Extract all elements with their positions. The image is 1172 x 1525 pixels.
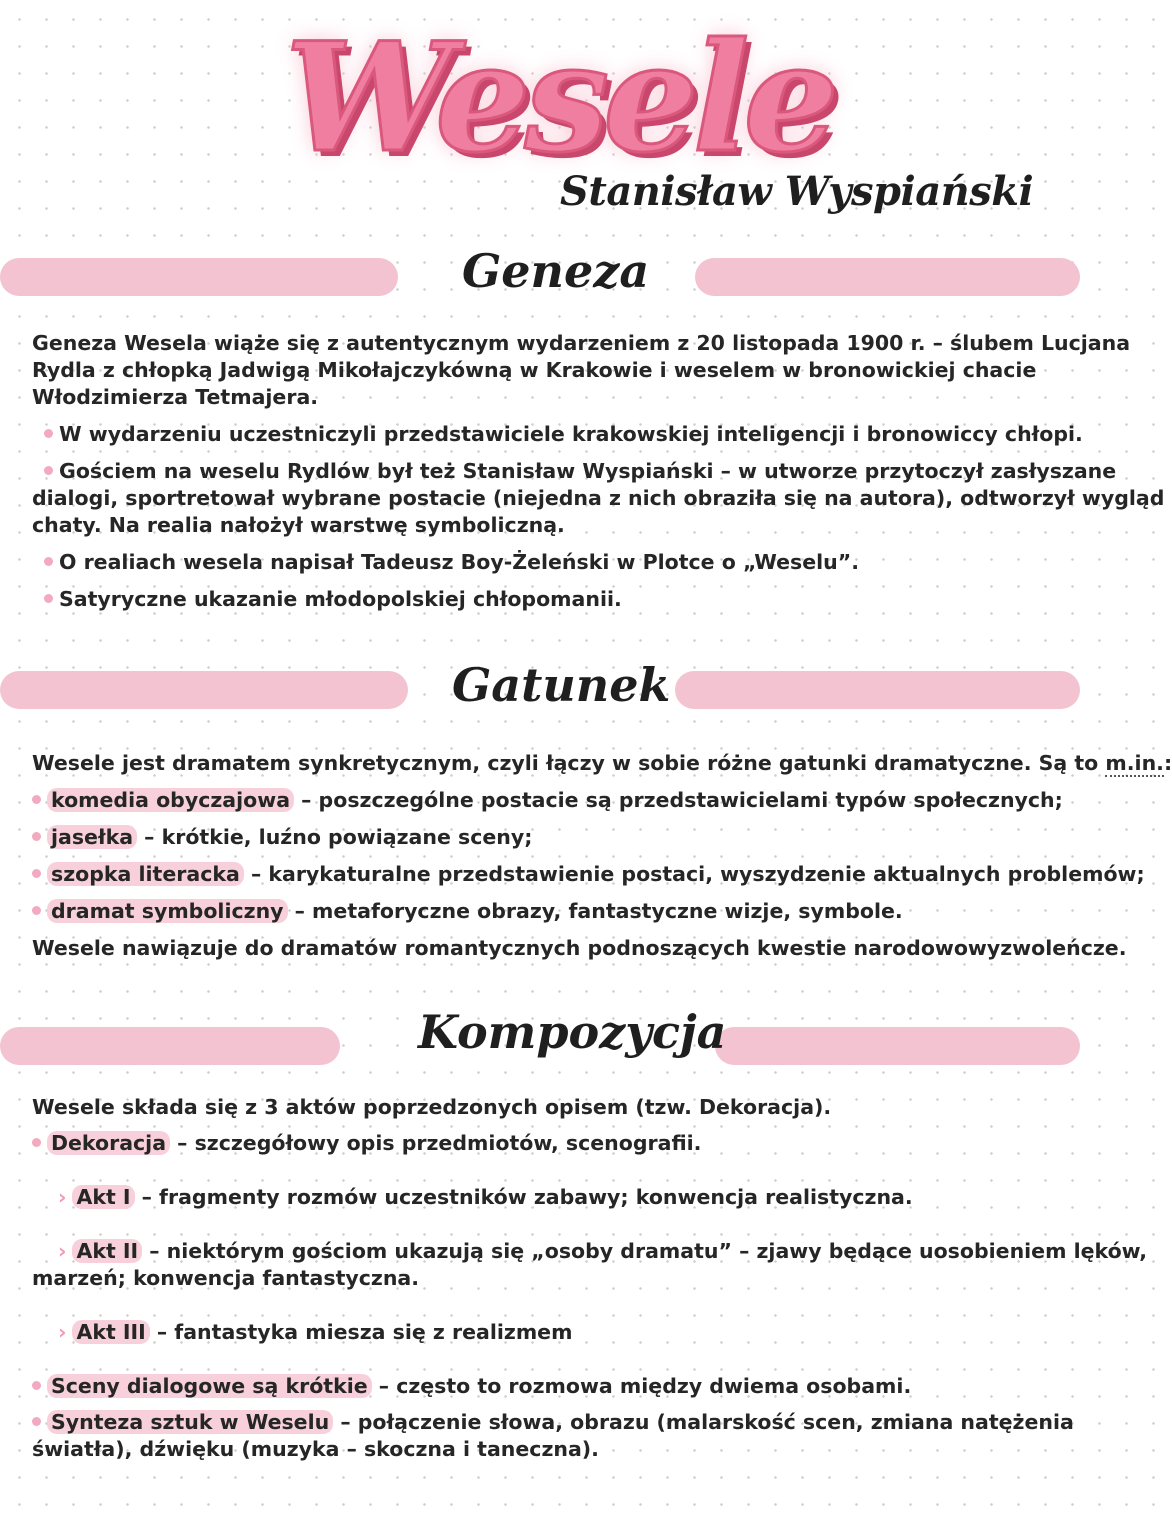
geneza-bullet-cont: chaty. Na realia nałożył warstwę symboliczną. [32,513,565,537]
bullet-dot [32,795,41,804]
geneza-bullet [32,458,1117,485]
geneza-para-line: Włodzimierza Tetmajera. [32,385,319,409]
gatunek-intro-abbr: m.in. [1105,751,1164,775]
geneza-bullet-cont: dialogi, sportretował wybrane postacie (niejedna z nich obraziła się na autora), odtworzył wygląd [32,486,1165,510]
geneza-bullet [32,421,1083,448]
bullet-dot [44,594,53,603]
bullet-dot [44,557,53,566]
chevron-right-icon: › [58,1239,67,1263]
akt-item [32,1184,1062,1211]
gatunek-term: komedia obyczajowa [47,788,294,812]
section-heading-gatunek: Gatunek [452,658,671,712]
kompozycja-desc: – połączenie słowa, obrazu (malarskość scen, zmiana natężenia [333,1410,1074,1434]
akt-desc: – fantastyka miesza się z realizmem [149,1320,573,1344]
kompozycja-desc: – często to rozmowa między dwiema osobami. [371,1374,912,1398]
section-bar-left [0,258,398,296]
gatunek-term: dramat symboliczny [47,899,288,923]
kompozycja-desc-cont: światła), dźwięku (muzyka – skoczna i taneczna). [32,1437,599,1461]
akt-desc-cont: marzeń; konwencja fantastyczna. [32,1266,420,1290]
gatunek-intro-text: Wesele jest dramatem synkretycznym, czyli łączy w sobie różne gatunki dramatyczne. Są to [32,751,1099,775]
bullet-dot [32,869,41,878]
geneza-bullet-text: Gościem na weselu Rydlów był też Stanisław Wyspiański – w utworze przytoczył zasłyszane [59,459,1117,483]
page-title: Wesele [285,10,833,186]
akt-term: Akt III [72,1320,149,1344]
kompozycja-item [32,1130,1062,1157]
section-bar-left [0,1027,340,1065]
gatunek-content [32,750,1172,962]
akt-desc: – niektórym gościom ukazują się „osoby dramatu” – zjawy będące uosobieniem lęków, [142,1239,1148,1263]
section-bar-right [695,258,1080,296]
section-heading-geneza: Geneza [462,244,650,298]
section-heading-kompozycja: Kompozycja [418,1005,727,1059]
geneza-para-line: Geneza Wesela wiąże się z autentycznym wydarzeniem z 20 listopada 1900 r. – ślubem Lucjana [32,331,1131,355]
geneza-bullet-text: O realiach wesela napisał Tadeusz Boy-Żeleński w Plotce o „Weselu”. [59,550,860,574]
bullet-dot [32,832,41,841]
gatunek-item [32,824,1062,851]
kompozycja-item [32,1373,1062,1400]
geneza-para-line: Rydla z chłopką Jadwigą Mikołajczykówną w Krakowie i weselem w bronowickiej chacie [32,358,1037,382]
bullet-dot [44,466,53,475]
geneza-bullet-text: Satyryczne ukazanie młodopolskiej chłopomanii. [59,587,622,611]
akt-desc: – fragmenty rozmów uczestników zabawy; konwencja realistyczna. [134,1185,913,1209]
section-bar-right [675,671,1080,709]
chevron-right-icon: › [58,1185,67,1209]
bullet-dot [32,906,41,915]
gatunek-intro-end: : [1163,751,1172,775]
akt-item [32,1319,1062,1346]
chevron-right-icon: › [58,1320,67,1344]
bullet-dot [44,429,53,438]
kompozycja-term: Dekoracja [47,1131,170,1155]
gatunek-term: szopka literacka [47,862,244,886]
geneza-bullet-text: W wydarzeniu uczestniczyli przedstawiciele krakowskiej inteligencji i bronowiccy chłopi. [59,422,1083,446]
section-bar-right [715,1027,1080,1065]
bullet-dot [32,1138,41,1147]
kompozycja-item [32,1409,1074,1436]
gatunek-item [32,787,1062,814]
gatunek-item [32,898,1062,925]
gatunek-item [32,861,1145,888]
gatunek-desc: – poszczególne postacie są przedstawicielami typów społecznych; [294,788,1063,812]
kompozycja-intro: Wesele składa się z 3 aktów poprzedzonych opisem (tzw. Dekoracja). [32,1095,832,1119]
akt-term: Akt I [72,1185,134,1209]
gatunek-desc: – metaforyczne obrazy, fantastyczne wizje, symbole. [287,899,903,923]
akt-term: Akt II [72,1239,142,1263]
gatunek-intro [32,750,1172,777]
kompozycja-content [32,1094,1148,1463]
kompozycja-term: Synteza sztuk w Weselu [47,1410,333,1434]
geneza-content [32,330,1165,613]
gatunek-desc: – karykaturalne przedstawienie postaci, wyszydzenie aktualnych problemów; [243,862,1145,886]
gatunek-desc: – krótkie, luźno powiązane sceny; [137,825,533,849]
section-bar-left [0,671,408,709]
akt-item [32,1238,1148,1265]
gatunek-outro: Wesele nawiązuje do dramatów romantycznych podnoszących kwestie narodowowyzwoleńcze. [32,936,1127,960]
kompozycja-desc: – szczegółowy opis przedmiotów, scenografii. [170,1131,702,1155]
bullet-dot [32,1417,41,1426]
gatunek-term: jasełka [47,825,137,849]
geneza-bullet [32,549,1062,576]
bullet-dot [32,1381,41,1390]
author-name: Stanisław Wyspiański [560,168,1034,215]
kompozycja-term: Sceny dialogowe są krótkie [47,1374,372,1398]
geneza-bullet [32,586,1062,613]
